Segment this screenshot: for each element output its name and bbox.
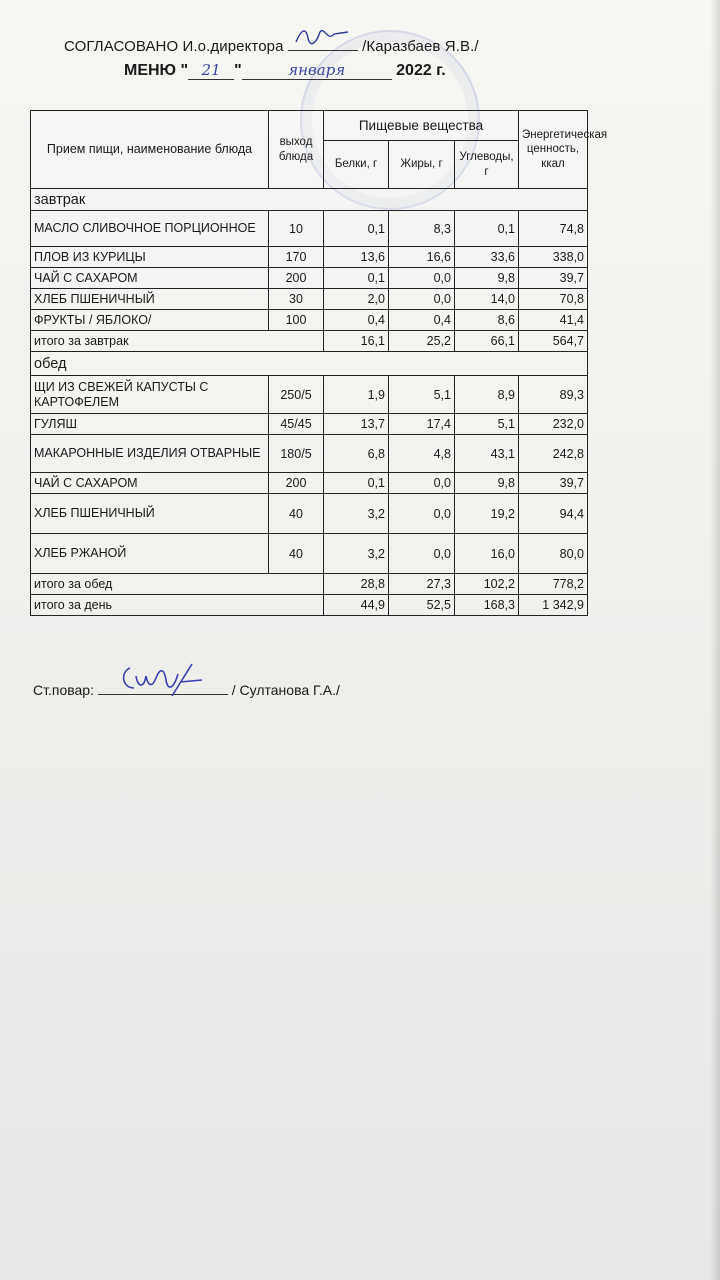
menu-table — [30, 110, 608, 616]
dish-yield: 40 — [269, 534, 324, 574]
dish-yield: 10 — [269, 211, 324, 247]
dish-protein: 2,0 — [324, 289, 389, 310]
table-row — [31, 435, 588, 473]
table-row — [31, 534, 588, 574]
dish-name: ХЛЕБ ПШЕНИЧНЫЙ — [31, 289, 269, 310]
dish-name: ЧАЙ С САХАРОМ — [31, 268, 269, 289]
header-energy: Энергетическая ценность, ккал — [519, 111, 588, 189]
menu-mid: " — [234, 62, 242, 79]
dish-fat: 0,0 — [389, 494, 455, 534]
breakfast-total-row — [31, 331, 588, 352]
dish-protein: 0,1 — [324, 473, 389, 494]
header-fat: Жиры, г — [389, 141, 455, 189]
dish-yield: 200 — [269, 473, 324, 494]
dish-carbs: 9,8 — [455, 473, 519, 494]
dish-fat: 0,0 — [389, 473, 455, 494]
dish-fat: 16,6 — [389, 247, 455, 268]
table-row — [31, 268, 588, 289]
dish-protein: 13,6 — [324, 247, 389, 268]
dish-yield: 250/5 — [269, 376, 324, 414]
header-protein: Белки, г — [324, 141, 389, 189]
dish-yield: 100 — [269, 310, 324, 331]
dish-carbs: 43,1 — [455, 435, 519, 473]
dish-name: ФРУКТЫ / ЯБЛОКО/ — [31, 310, 269, 331]
cook-name: / Султанова Г.А./ — [231, 682, 340, 698]
cook-label: Ст.повар: — [33, 682, 94, 698]
dish-protein: 3,2 — [324, 494, 389, 534]
dish-name: ХЛЕБ ПШЕНИЧНЫЙ — [31, 494, 269, 534]
dish-yield: 180/5 — [269, 435, 324, 473]
dish-energy: 39,7 — [519, 268, 588, 289]
dish-carbs: 8,9 — [455, 376, 519, 414]
dish-carbs: 9,8 — [455, 268, 519, 289]
director-name: /Каразбаев Я.В./ — [362, 38, 479, 55]
total-fat: 25,2 — [389, 331, 455, 352]
total-protein: 28,8 — [324, 574, 389, 595]
dish-yield: 200 — [269, 268, 324, 289]
dish-fat: 0,4 — [389, 310, 455, 331]
dish-protein: 0,1 — [324, 211, 389, 247]
header-nutrients: Пищевые вещества — [324, 111, 519, 141]
lunch-total-row — [31, 574, 588, 595]
approved-label: СОГЛАСОВАНО И.о.директора — [64, 38, 284, 55]
cook-signature — [98, 680, 228, 695]
menu-year: 2022 г. — [396, 62, 446, 79]
total-label: итого за день — [31, 595, 324, 616]
dish-protein: 6,8 — [324, 435, 389, 473]
table-row — [31, 289, 588, 310]
total-carbs: 168,3 — [455, 595, 519, 616]
table-row — [31, 211, 588, 247]
dish-fat: 17,4 — [389, 414, 455, 435]
dish-name: ХЛЕБ РЖАНОЙ — [31, 534, 269, 574]
day-total-row — [31, 595, 588, 616]
dish-protein: 13,7 — [324, 414, 389, 435]
dish-protein: 1,9 — [324, 376, 389, 414]
dish-name: ЩИ ИЗ СВЕЖЕЙ КАПУСТЫ С КАРТОФЕЛЕМ — [31, 376, 269, 414]
dish-energy: 232,0 — [519, 414, 588, 435]
dish-energy: 338,0 — [519, 247, 588, 268]
dish-name: МАСЛО СЛИВОЧНОЕ ПОРЦИОННОЕ — [31, 211, 269, 247]
dish-energy: 74,8 — [519, 211, 588, 247]
dish-protein: 0,1 — [324, 268, 389, 289]
dish-fat: 0,0 — [389, 534, 455, 574]
dish-yield: 45/45 — [269, 414, 324, 435]
dish-energy: 89,3 — [519, 376, 588, 414]
section-breakfast-title: завтрак — [31, 189, 588, 211]
dish-carbs: 14,0 — [455, 289, 519, 310]
dish-name: ГУЛЯШ — [31, 414, 269, 435]
total-fat: 52,5 — [389, 595, 455, 616]
menu-month: января — [242, 61, 392, 80]
menu-prefix: МЕНЮ " — [124, 62, 189, 79]
table-row — [31, 494, 588, 534]
menu-title — [124, 61, 446, 80]
table-row — [31, 473, 588, 494]
dish-energy: 242,8 — [519, 435, 588, 473]
dish-energy: 70,8 — [519, 289, 588, 310]
total-energy: 564,7 — [519, 331, 588, 352]
dish-energy: 39,7 — [519, 473, 588, 494]
dish-fat: 0,0 — [389, 289, 455, 310]
dish-carbs: 5,1 — [455, 414, 519, 435]
total-protein: 16,1 — [324, 331, 389, 352]
dish-protein: 3,2 — [324, 534, 389, 574]
dish-energy: 41,4 — [519, 310, 588, 331]
dish-fat: 8,3 — [389, 211, 455, 247]
total-carbs: 102,2 — [455, 574, 519, 595]
total-label: итого за завтрак — [31, 331, 324, 352]
dish-carbs: 0,1 — [455, 211, 519, 247]
dish-yield: 170 — [269, 247, 324, 268]
dish-carbs: 19,2 — [455, 494, 519, 534]
table-row — [31, 247, 588, 268]
dish-name: ЧАЙ С САХАРОМ — [31, 473, 269, 494]
total-protein: 44,9 — [324, 595, 389, 616]
total-energy: 778,2 — [519, 574, 588, 595]
dish-carbs: 16,0 — [455, 534, 519, 574]
menu-day: 21 — [188, 61, 234, 80]
section-lunch-title: обед — [31, 352, 588, 376]
table-row — [31, 376, 588, 414]
approval-line — [64, 36, 479, 55]
total-carbs: 66,1 — [455, 331, 519, 352]
director-signature — [288, 36, 358, 51]
dish-fat: 4,8 — [389, 435, 455, 473]
dish-carbs: 33,6 — [455, 247, 519, 268]
dish-energy: 80,0 — [519, 534, 588, 574]
dish-protein: 0,4 — [324, 310, 389, 331]
dish-name: ПЛОВ ИЗ КУРИЦЫ — [31, 247, 269, 268]
dish-energy: 94,4 — [519, 494, 588, 534]
header-meal: Прием пищи, наименование блюда — [31, 111, 269, 189]
page-shadow — [710, 0, 720, 1280]
total-energy: 1 342,9 — [519, 595, 588, 616]
dish-carbs: 8,6 — [455, 310, 519, 331]
header-yield: выход блюда — [269, 111, 324, 189]
dish-name: МАКАРОННЫЕ ИЗДЕЛИЯ ОТВАРНЫЕ — [31, 435, 269, 473]
dish-yield: 30 — [269, 289, 324, 310]
total-label: итого за обед — [31, 574, 324, 595]
cook-signature-line — [33, 680, 340, 698]
dish-yield: 40 — [269, 494, 324, 534]
total-fat: 27,3 — [389, 574, 455, 595]
header-carbs: Углеводы, г — [455, 141, 519, 189]
table-row — [31, 414, 588, 435]
dish-fat: 0,0 — [389, 268, 455, 289]
table-row — [31, 310, 588, 331]
dish-fat: 5,1 — [389, 376, 455, 414]
